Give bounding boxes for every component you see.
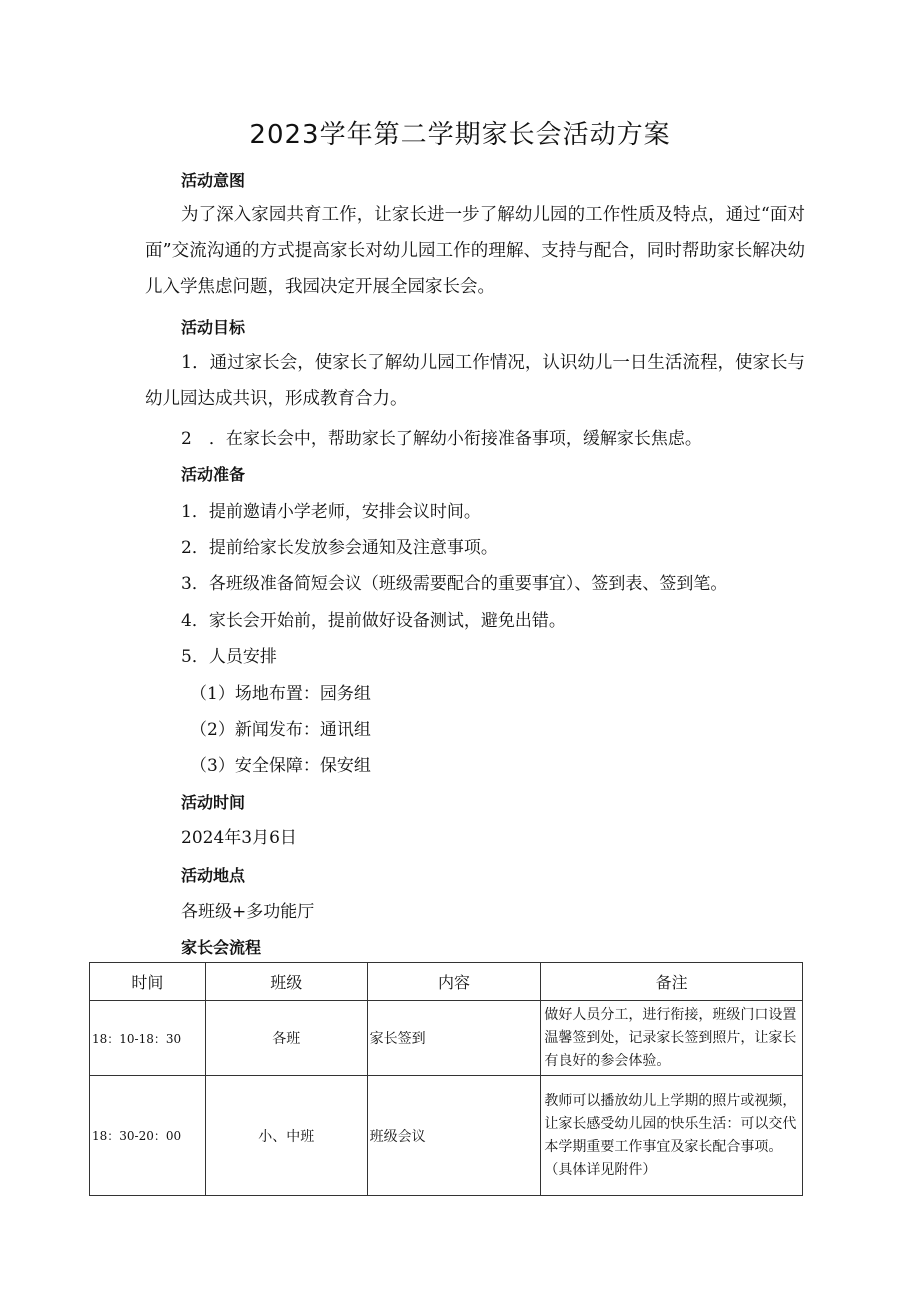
prep-item-2: 2．提前给家长发放参会通知及注意事项。 bbox=[181, 538, 498, 558]
table-row bbox=[90, 1001, 803, 1076]
row-time: 18：30-20：00 bbox=[90, 1076, 206, 1196]
row-class: 各班 bbox=[205, 1001, 367, 1076]
row-content: 班级会议 bbox=[367, 1076, 541, 1196]
row-content: 家长签到 bbox=[367, 1001, 541, 1076]
heading-place: 活动地点 bbox=[181, 866, 246, 885]
header-class: 班级 bbox=[205, 963, 367, 1001]
heading-goals: 活动目标 bbox=[181, 318, 246, 337]
prep-item-1: 1．提前邀请小学老师，安排会议时间。 bbox=[181, 502, 481, 522]
row-time: 18：10-18：30 bbox=[90, 1001, 206, 1076]
event-place: 各班级+多功能厅 bbox=[181, 902, 315, 922]
document-title: 2023学年第二学期家长会活动方案 bbox=[249, 120, 671, 150]
flow-table bbox=[89, 962, 803, 1196]
heading-prep: 活动准备 bbox=[181, 465, 246, 484]
prep-item-4: 4．家长会开始前，提前做好设备测试，避免出错。 bbox=[181, 611, 566, 631]
table-header-row bbox=[90, 963, 803, 1001]
intent-paragraph: 为了深入家园共育工作，让家长进一步了解幼儿园的工作性质及特点，通过“面对面”交流沟通的方式提高家长对幼儿园工作的理解、支持与配合，同时帮助家长解决幼儿入学焦虑问题，我园决定开展全园家长会。 bbox=[145, 205, 805, 297]
header-content: 内容 bbox=[367, 963, 541, 1001]
row-note: 教师可以播放幼儿上学期的照片或视频，让家长感受幼儿园的快乐生活：可以交代本学期重要工作事宜及家长配合事项。（具体详见附件） bbox=[541, 1076, 803, 1196]
row-note: 做好人员分工，进行衔接，班级门口设置温馨签到处，记录家长签到照片，让家长有良好的参会体验。 bbox=[541, 1001, 803, 1076]
header-time: 时间 bbox=[90, 963, 206, 1001]
header-note: 备注 bbox=[541, 963, 803, 1001]
staff-item-3: （3）安全保障：保安组 bbox=[190, 756, 371, 776]
event-date: 2024年3月6日 bbox=[181, 828, 297, 848]
table-row bbox=[90, 1076, 803, 1196]
goal-item-1: 1．通过家长会，使家长了解幼儿园工作情况，认识幼儿一日生活流程，使家长与幼儿园达成共识，形成教育合力。 bbox=[145, 353, 805, 409]
staff-item-2: （2）新闻发布：通讯组 bbox=[190, 720, 371, 740]
heading-flow: 家长会流程 bbox=[181, 938, 262, 957]
goal-item-2: 2 ．在家长会中，帮助家长了解幼小衔接准备事项，缓解家长焦虑。 bbox=[181, 429, 702, 449]
heading-time: 活动时间 bbox=[181, 793, 246, 812]
prep-item-3: 3．各班级准备简短会议（班级需要配合的重要事宜）、签到表、签到笔。 bbox=[181, 574, 728, 594]
heading-intent: 活动意图 bbox=[181, 171, 246, 190]
prep-item-5: 5．人员安排 bbox=[181, 647, 277, 667]
staff-item-1: （1）场地布置：园务组 bbox=[190, 684, 371, 704]
row-class: 小、中班 bbox=[205, 1076, 367, 1196]
